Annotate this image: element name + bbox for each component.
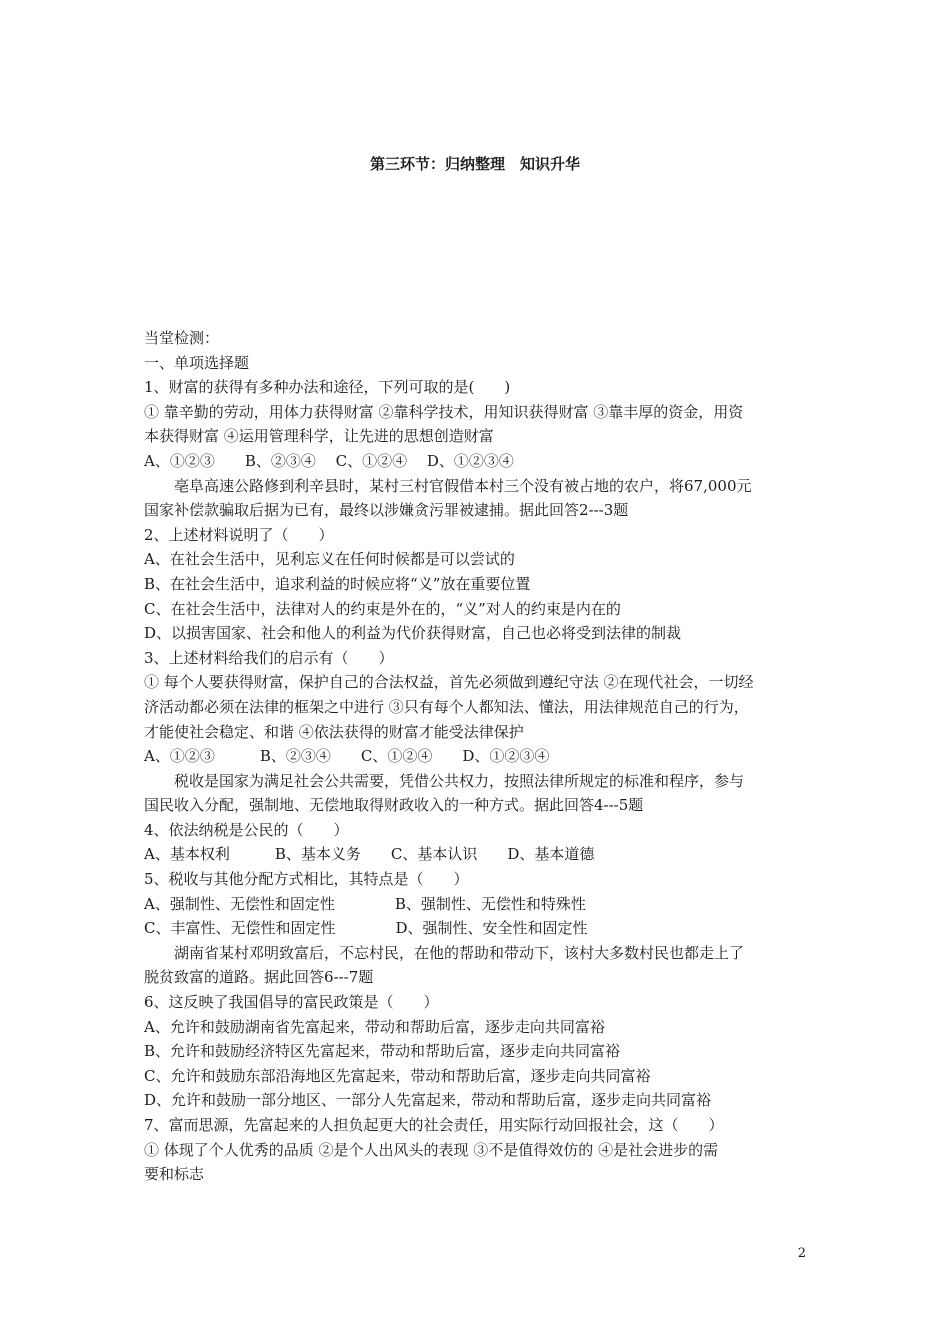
page-title: 第三环节：归纳整理 知识升华 (369, 155, 580, 173)
text-line: C、丰富性、无偿性和固定性 D、强制性、安全性和固定性 (144, 919, 588, 938)
text-line: 要和标志 (144, 1165, 205, 1184)
text-line: 本获得财富 ④运用管理科学，让先进的思想创造财富 (144, 427, 494, 446)
text-line: 5、税收与其他分配方式相比，其特点是（ ） (144, 870, 469, 889)
text-line: 湖南省某村邓明致富后，不忘村民，在他的帮助和带动下，该村大多数村民也都走上了 (174, 943, 745, 962)
text-line: A、①②③ B、②③④ C、①②④ D、①②③④ (144, 747, 550, 766)
text-line: D、以损害国家、社会和他人的利益为代价获得财富，自己也必将受到法律的制裁 (144, 624, 682, 643)
text-line: A、基本权利 B、基本义务 C、基本认识 D、基本道德 (144, 845, 595, 864)
text-line: 2、上述材料说明了（ ） (144, 525, 334, 544)
page-number: 2 (797, 1246, 806, 1261)
text-line: 国民收入分配，强制地、无偿地取得财政收入的一种方式。据此回答4---5题 (144, 796, 644, 815)
text-line: 4、依法纳税是公民的（ ） (144, 820, 349, 839)
text-line: 国家补偿款骗取后据为已有，最终以涉嫌贪污罪被逮捕。据此回答2---3题 (144, 501, 629, 520)
text-line: B、在社会生活中，追求利益的时候应将“义”放在重要位置 (144, 574, 531, 593)
text-line: 税收是国家为满足社会公共需要，凭借公共权力，按照法律所规定的标准和程序，参与 (174, 771, 745, 790)
text-line: 当堂检测： (144, 329, 220, 347)
text-line: ① 靠辛勤的劳动，用体力获得财富 ②靠科学技术，用知识获得财富 ③靠丰厚的资金，用资 (144, 402, 744, 421)
text-line: 一、单项选择题 (144, 353, 250, 372)
text-line: A、允许和鼓励湖南省先富起来，带动和帮助后富，逐步走向共同富裕 (144, 1017, 605, 1036)
text-line: ① 每个人要获得财富，保护自己的合法权益，首先必须做到遵纪守法 ②在现代社会，一切经 (144, 673, 754, 692)
text-line: 才能使社会稳定、和谐 ④依法获得的财富才能受法律保护 (144, 722, 524, 741)
text-line: 脱贫致富的道路。据此回答6---7题 (144, 968, 374, 987)
text-line: B、允许和鼓励经济特区先富起来，带动和帮助后富，逐步走向共同富裕 (144, 1042, 621, 1061)
text-line: ① 体现了个人优秀的品质 ②是个人出风头的表现 ③不是值得效仿的 ④是社会进步的需 (144, 1140, 719, 1159)
text-line: A、在社会生活中，见利忘义在任何时候都是可以尝试的 (144, 550, 515, 569)
text-line: A、强制性、无偿性和固定性 B、强制性、无偿性和特殊性 (144, 894, 586, 913)
text-line: C、允许和鼓励东部沿海地区先富起来，带动和帮助后富，逐步走向共同富裕 (144, 1066, 651, 1085)
text-line: C、在社会生活中，法律对人的约束是外在的，“义”对人的约束是内在的 (144, 599, 621, 618)
text-line: 济活动都必须在法律的框架之中进行 ③只有每个人都知法、懂法，用法律规范自己的行为， (144, 697, 749, 716)
text-line: 6、这反映了我国倡导的富民政策是（ ） (144, 993, 439, 1012)
text-line: 7、富而思源，先富起来的人担负起更大的社会责任，用实际行动回报社会，这（ ） (144, 1116, 724, 1134)
text-line: D、允许和鼓励一部分地区、一部分人先富起来，带动和帮助后富，逐步走向共同富裕 (144, 1091, 712, 1110)
text-line: 3、上述材料给我们的启示有（ ） (144, 648, 394, 667)
text-line: 1、财富的获得有多种办法和途径，下列可取的是( ) (144, 378, 511, 397)
text-line: 亳阜高速公路修到利辛县时，某村三村官假借本村三个没有被占地的农户，将67,000元 (174, 476, 752, 495)
text-line: A、①②③ B、②③④ C、①②④ D、①②③④ (144, 451, 514, 470)
document-body (144, 326, 810, 1187)
